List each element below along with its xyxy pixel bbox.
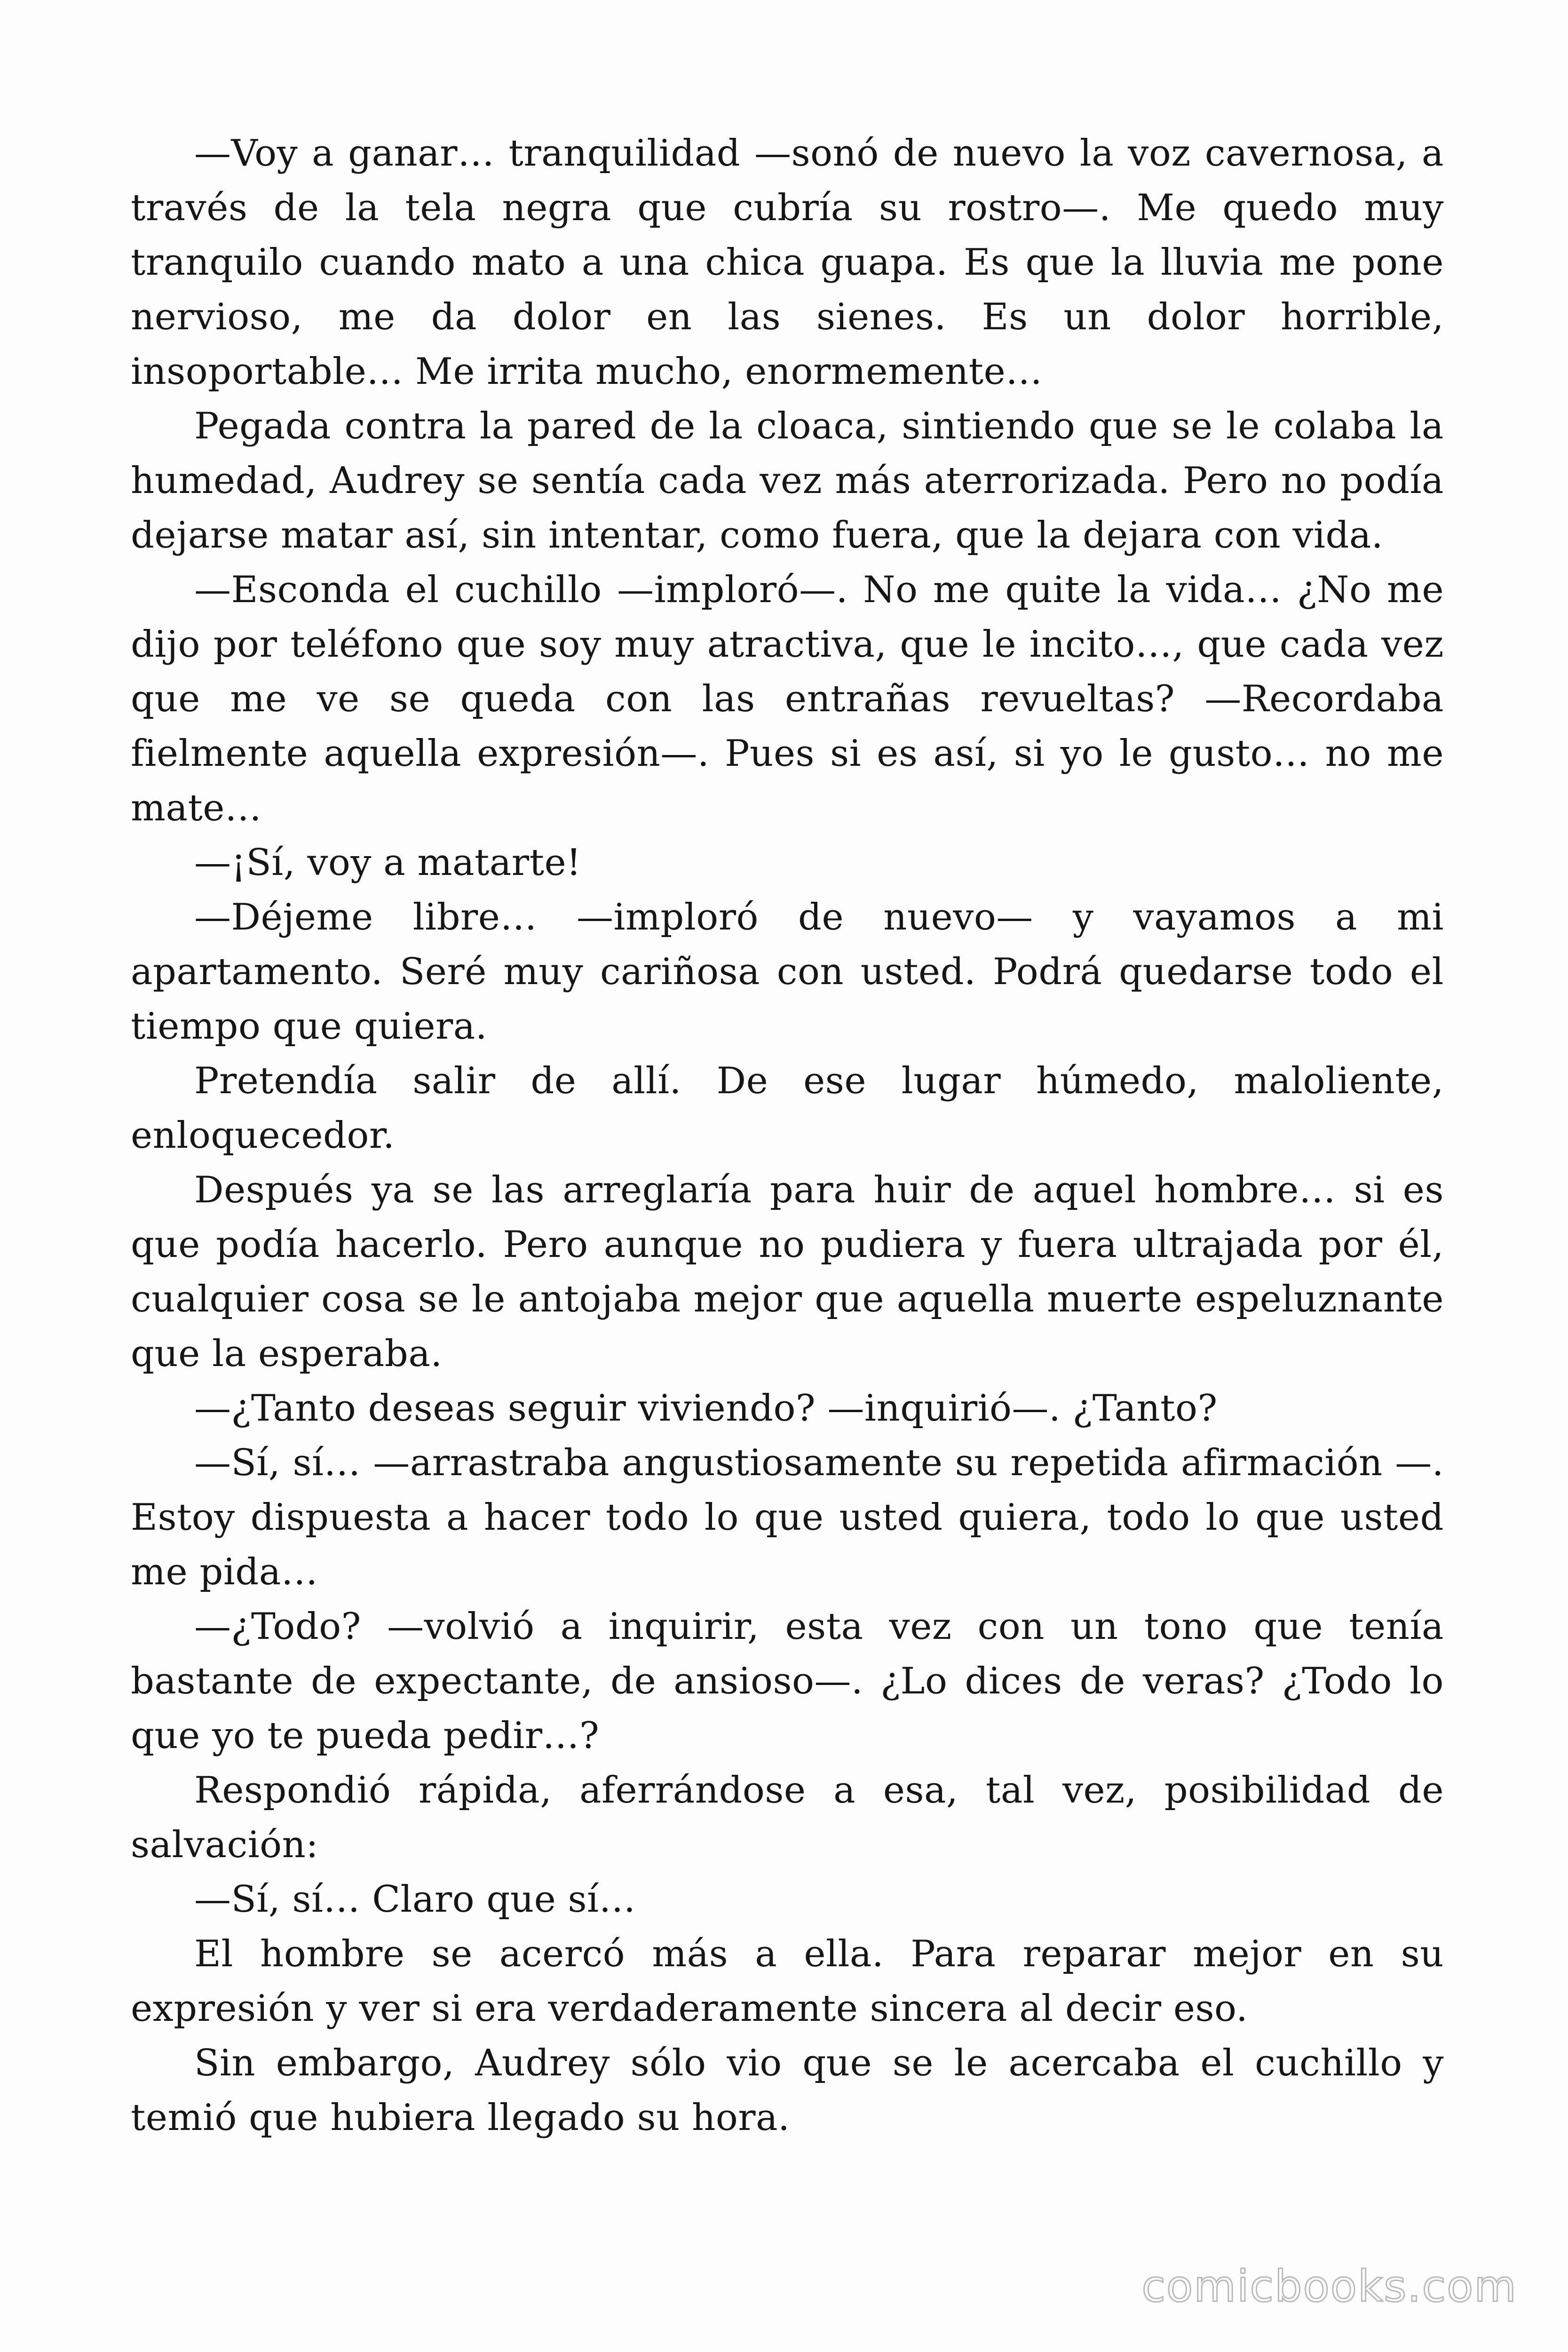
- paragraph-4: —¡Sí, voy a matarte!: [194, 842, 581, 884]
- book-page-text: [131, 126, 1444, 2145]
- paragraph-2: Pegada contra la pared de la cloaca, sintiendo que se le colaba la humedad, Audrey se sentía cada vez más aterrorizada. Pero no podía dejarse matar así, sin intentar, como fuera, que la dejara con vida.: [131, 405, 1444, 556]
- paragraph-11: Respondió rápida, aferrándose a esa, tal vez, posibilidad de salvación:: [131, 1769, 1444, 1866]
- paragraph-5: —Déjeme libre… —imploró de nuevo— y vayamos a mi apartamento. Seré muy cariñosa con usted. Podrá quedarse todo el tiempo que quiera.: [131, 896, 1444, 1048]
- paragraph-12: —Sí, sí… Claro que sí…: [194, 1878, 636, 1921]
- paragraph-7: Después ya se las arreglaría para huir de aquel hombre… si es que podía hacerlo. Pero aunque no pudiera y fuera ultrajada por él, cualquier cosa se le antojaba mejor que aquella muerte espeluznante que la esperaba.: [131, 1169, 1444, 1375]
- paragraph-14: Sin embargo, Audrey sólo vio que se le acercaba el cuchillo y temió que hubiera llegado su hora.: [131, 2042, 1444, 2139]
- paragraph-8: —¿Tanto deseas seguir viviendo? —inquirió—. ¿Tanto?: [194, 1387, 1218, 1430]
- paragraph-1: —Voy a ganar… tranquilidad —sonó de nuevo la voz cavernosa, a través de la tela negra que cubría su rostro—. Me quedo muy tranquilo cuando mato a una chica guapa. Es que la lluvia me pone nervioso, me da dolor en las sienes. Es un dolor horrible, insoportable… Me irrita mucho, enormemente…: [131, 132, 1444, 393]
- paragraph-9: —Sí, sí… —arrastraba angustiosamente su repetida afirmación —. Estoy dispuesta a hacer todo lo que usted quiera, todo lo que usted me pida…: [131, 1442, 1444, 1593]
- paragraph-13: El hombre se acercó más a ella. Para reparar mejor en su expresión y ver si era verdaderamente sincera al decir eso.: [131, 1933, 1444, 2030]
- paragraph-6: Pretendía salir de allí. De ese lugar húmedo, maloliente, enloquecedor.: [131, 1060, 1444, 1157]
- paragraph-10: —¿Todo? —volvió a inquirir, esta vez con un tono que tenía bastante de expectante, de ansioso—. ¿Lo dices de veras? ¿Todo lo que yo te pueda pedir…?: [131, 1605, 1444, 1757]
- watermark-text: comicbooks.com: [1141, 2261, 1517, 2312]
- paragraph-3: —Esconda el cuchillo —imploró—. No me quite la vida… ¿No me dijo por teléfono que soy muy atractiva, que le incito…, que cada vez que me ve se queda con las entrañas revueltas? —Recordaba fielmente aquella expresión—. Pues si es así, si yo le gusto… no me mate…: [131, 569, 1444, 829]
